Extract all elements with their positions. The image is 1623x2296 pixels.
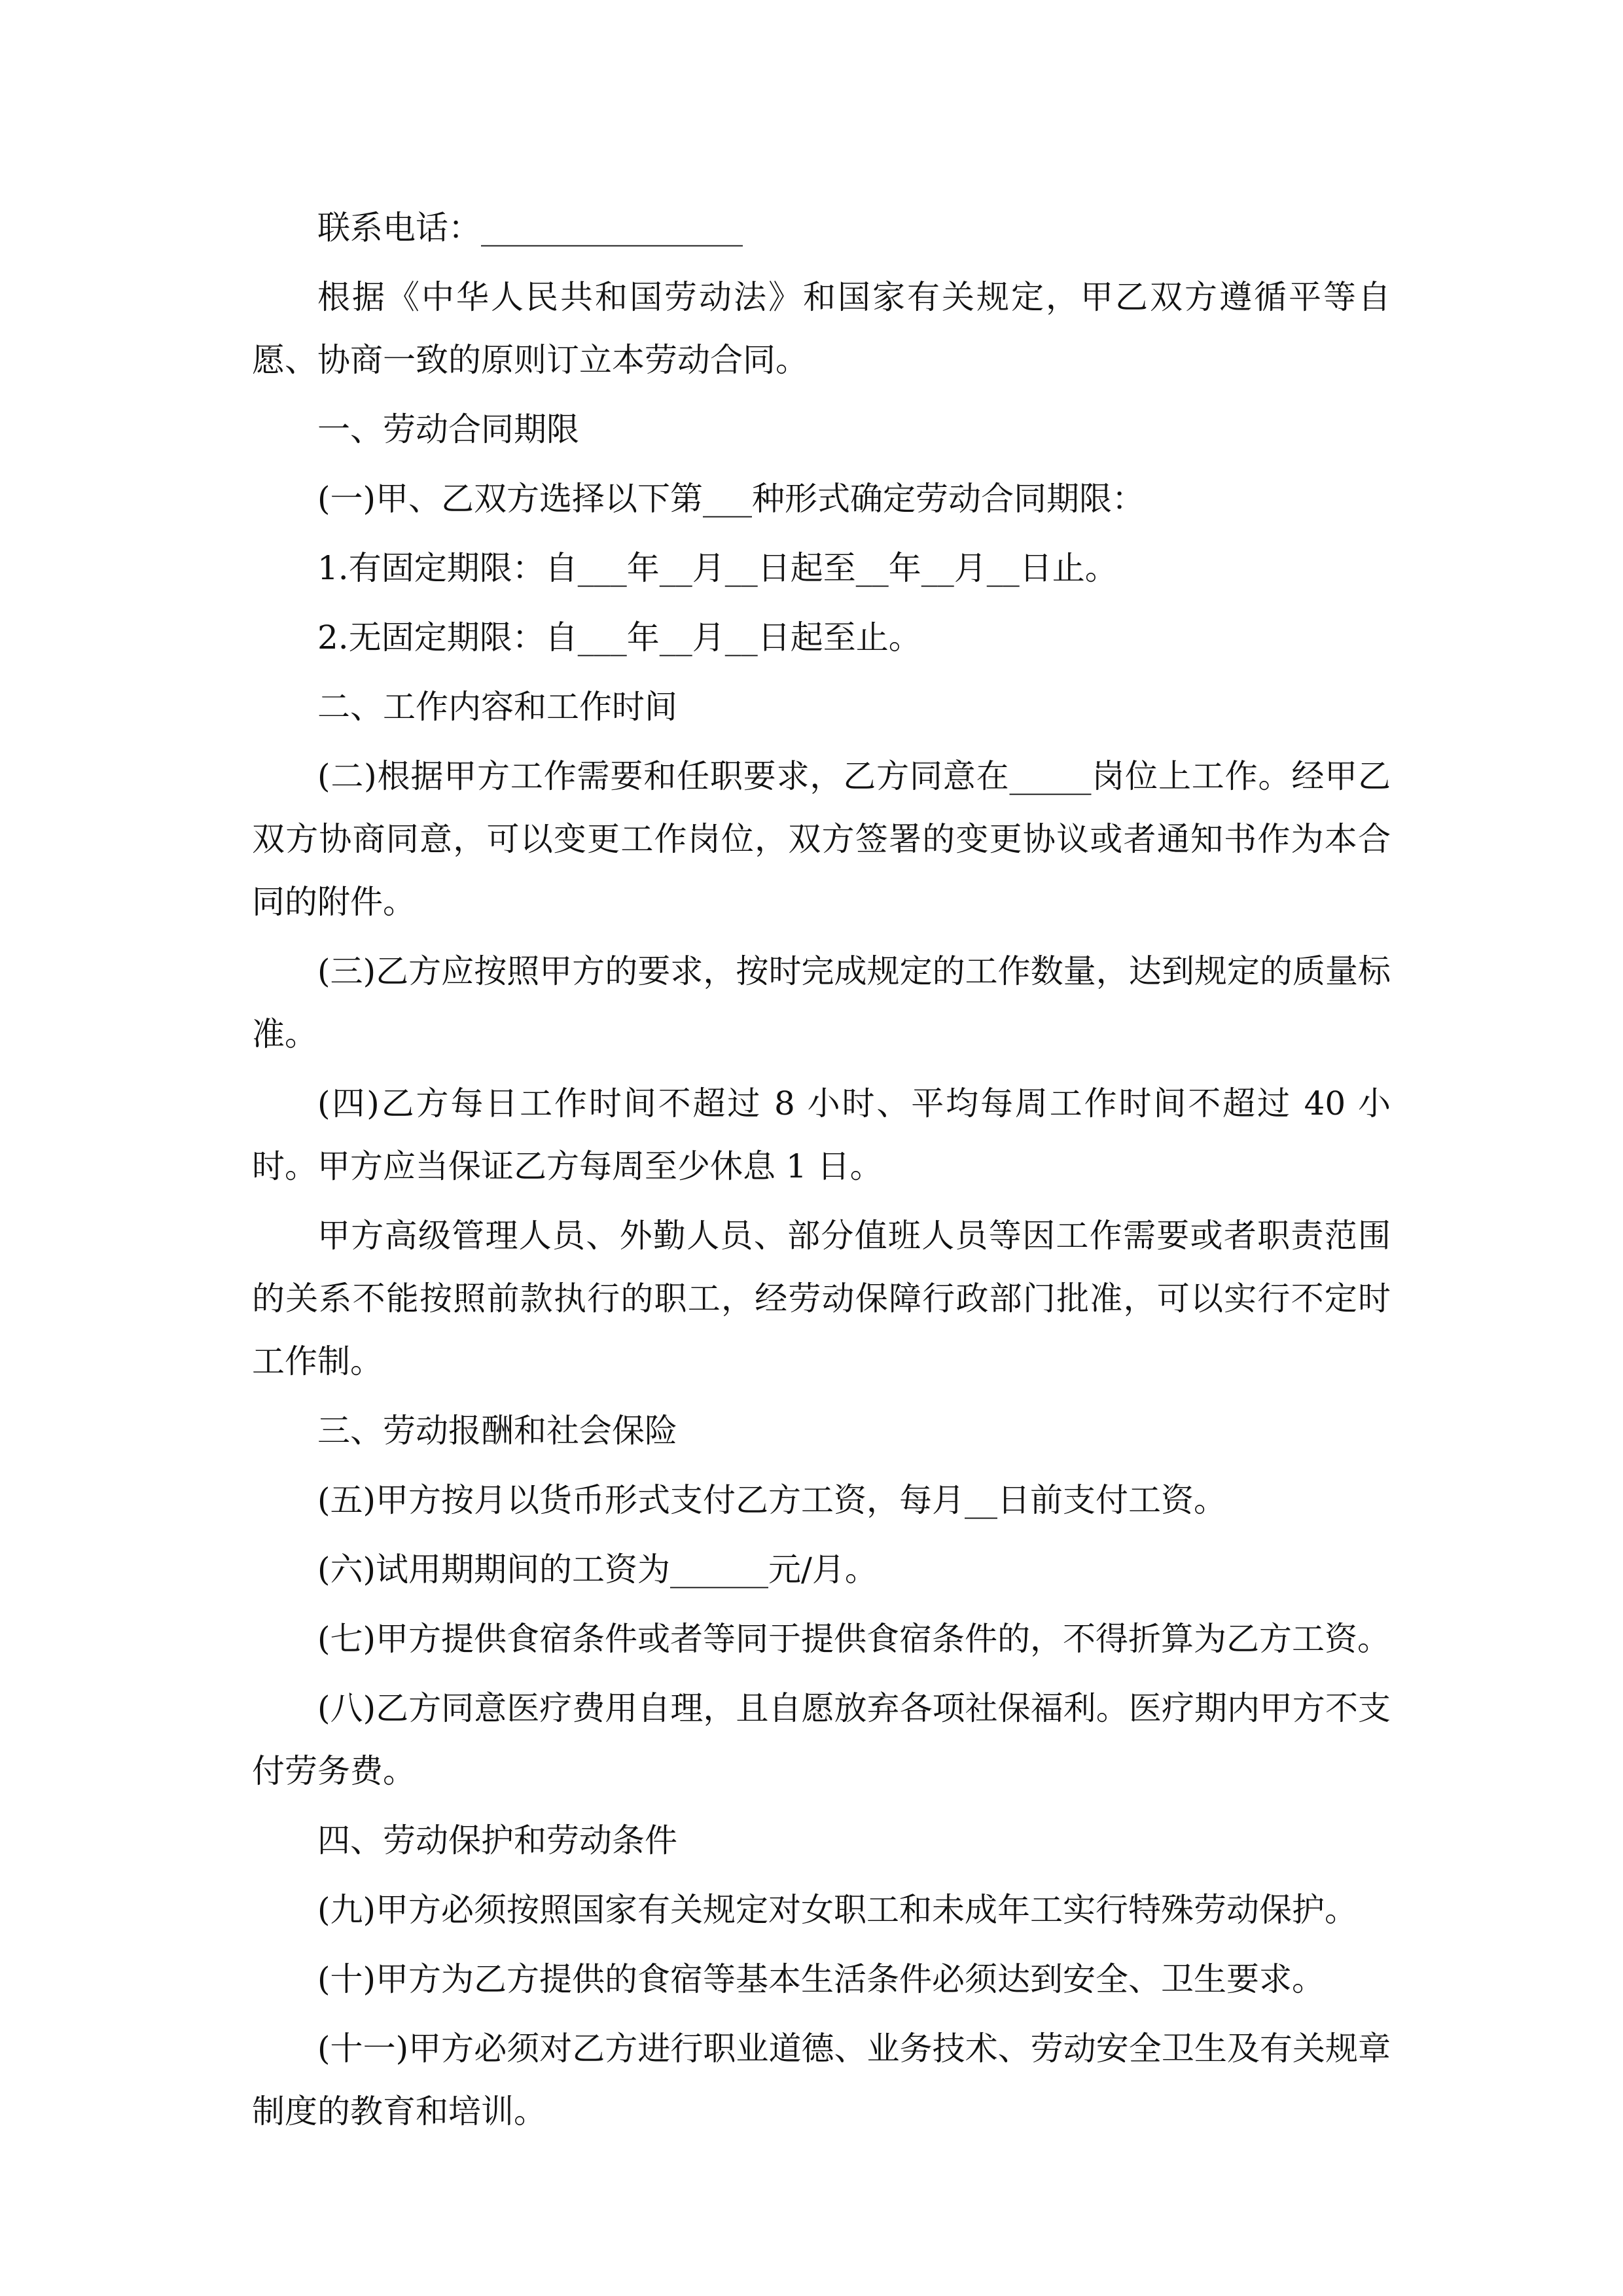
clause-8: (八)乙方同意医疗费用自理，且自愿放弃各项社保福利。医疗期内甲方不支付劳务费。 <box>252 1689 1391 1790</box>
contract-body <box>252 196 1391 2149</box>
clause-11: (十一)甲方必须对乙方进行职业道德、业务技术、劳动安全卫生及有关规章制度的教育和培训。 <box>252 2030 1391 2130</box>
section-1-heading: 一、劳动合同期限 <box>317 410 579 448</box>
contact-phone-line: 联系电话：________________ <box>317 209 743 247</box>
section-3-heading: 三、劳动报酬和社会保险 <box>317 1412 677 1450</box>
section-2-heading: 二、工作内容和工作时间 <box>317 688 677 726</box>
clause-4-extra: 甲方高级管理人员、外勤人员、部分值班人员等因工作需要或者职责范围的关系不能按照前款执行的职工，经劳动保障行政部门批准，可以实行不定时工作制。 <box>252 1217 1391 1380</box>
clause-7: (七)甲方提供食宿条件或者等同于提供食宿条件的，不得折算为乙方工资。 <box>317 1620 1391 1658</box>
clause-1-option-2: 2.无固定期限：自___年__月__日起至止。 <box>317 619 921 656</box>
clause-10: (十)甲方为乙方提供的食宿等基本生活条件必须达到安全、卫生要求。 <box>317 1960 1325 1998</box>
clause-1: (一)甲、乙双方选择以下第___种形式确定劳动合同期限： <box>317 480 1145 518</box>
clause-1-option-1: 1.有固定期限：自___年__月__日起至__年__月__日止。 <box>317 549 1118 587</box>
clause-6: (六)试用期期间的工资为______元/月。 <box>317 1551 878 1588</box>
clause-4: (四)乙方每日工作时间不超过 8 小时、平均每周工作时间不超过 40 小时。甲方应当保证乙方每周至少休息 1 日。 <box>252 1085 1391 1185</box>
section-4-heading: 四、劳动保护和劳动条件 <box>317 1821 677 1859</box>
clause-3: (三)乙方应按照甲方的要求，按时完成规定的工作数量，达到规定的质量标准。 <box>252 952 1391 1053</box>
preamble-paragraph: 根据《中华人民共和国劳动法》和国家有关规定，甲乙双方遵循平等自愿、协商一致的原则订立本劳动合同。 <box>252 278 1391 379</box>
clause-2: (二)根据甲方工作需要和任职要求，乙方同意在_____岗位上工作。经甲乙双方协商同意，可以变更工作岗位，双方签署的变更协议或者通知书作为本合同的附件。 <box>252 757 1391 921</box>
clause-5: (五)甲方按月以货币形式支付乙方工资，每月__日前支付工资。 <box>317 1481 1227 1519</box>
clause-9: (九)甲方必须按照国家有关规定对女职工和未成年工实行特殊劳动保护。 <box>317 1891 1358 1929</box>
